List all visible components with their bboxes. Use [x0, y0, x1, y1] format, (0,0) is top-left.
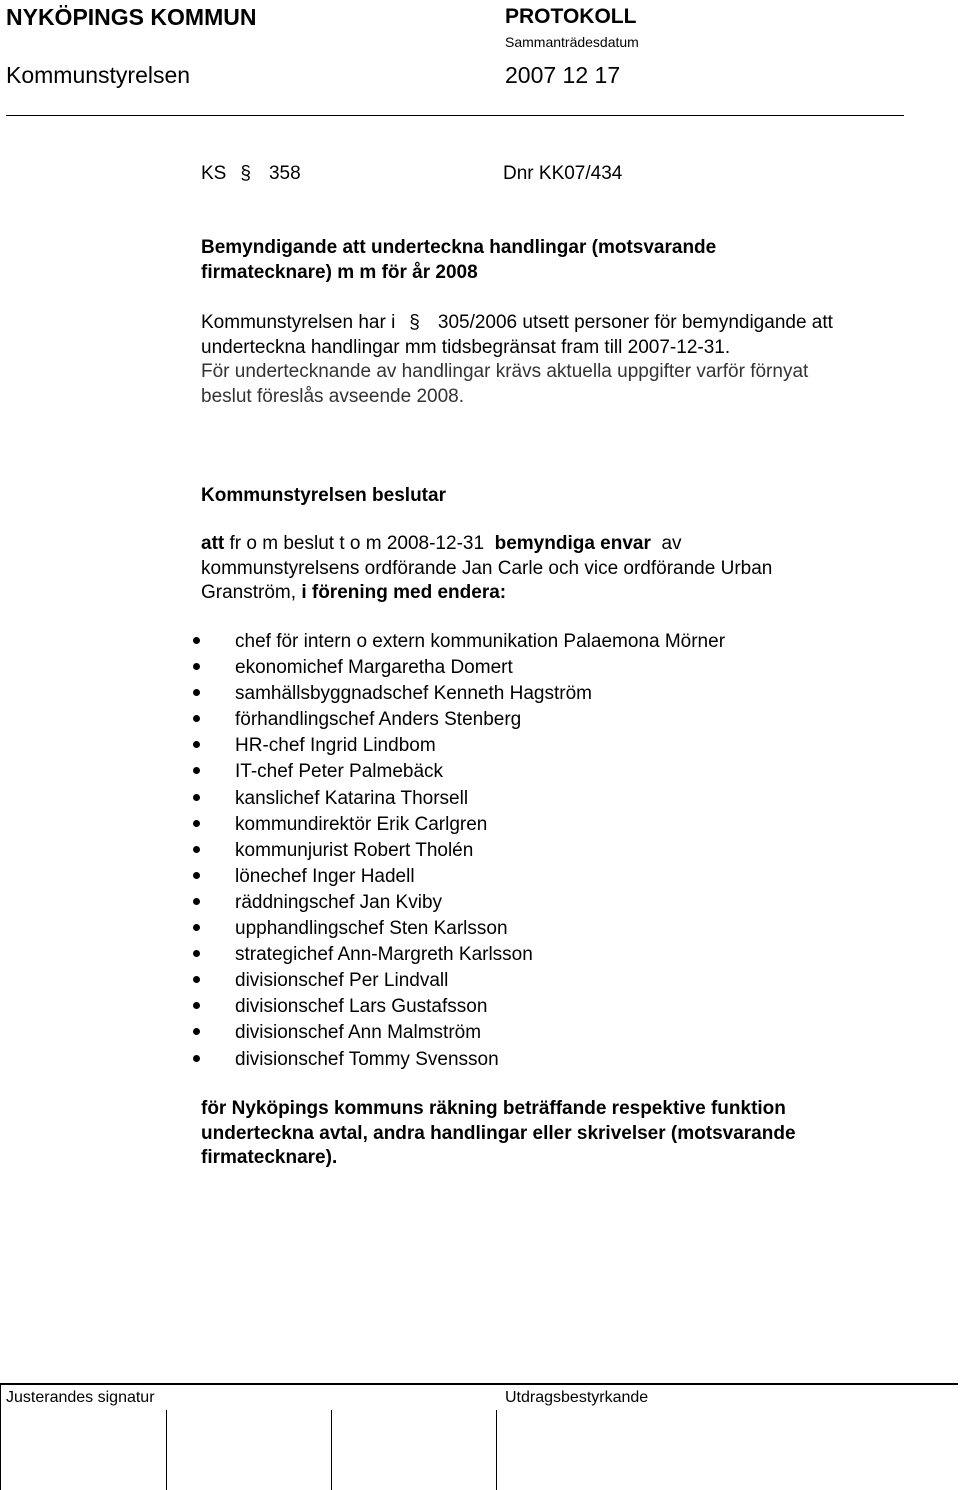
closing-paragraph: [201, 1097, 901, 1171]
header-rule: [6, 115, 904, 116]
bullet-icon: [193, 637, 200, 644]
intro-line: För undertecknande av handlingar krävs aktuella uppgifter varför förnyat: [201, 361, 809, 382]
list-item: förhandlingschef Anders Stenberg: [0, 708, 960, 734]
authorized-persons-list: [0, 630, 960, 1074]
list-item: lönechef Inger Hadell: [0, 865, 960, 891]
intro-paragraph: [201, 311, 901, 409]
certification-label: Utdragsbestyrkande: [505, 1389, 649, 1406]
document-title: [201, 236, 901, 285]
signature-box-line: [496, 1410, 497, 1490]
signature-box-line: [166, 1410, 167, 1490]
list-item: divisionschef Per Lindvall: [0, 969, 960, 995]
list-item: divisionschef Tommy Svensson: [0, 1048, 960, 1074]
bullet-icon: [193, 715, 200, 722]
bullet-icon: [193, 976, 200, 983]
bullet-icon: [193, 898, 200, 905]
section-symbol: §: [240, 163, 251, 184]
body-name: Kommunstyrelsen: [6, 62, 191, 88]
section-symbol: §: [409, 312, 420, 333]
list-item: divisionschef Lars Gustafsson: [0, 995, 960, 1021]
bullet-icon: [193, 872, 200, 879]
bullet-icon: [193, 689, 200, 696]
signature-box-line: [0, 1383, 1, 1490]
list-item: ekonomichef Margaretha Domert: [0, 656, 960, 682]
signature-box-line: [331, 1410, 332, 1490]
title-line: firmatecknare) m m för år 2008: [201, 261, 478, 283]
bullet-icon: [193, 1028, 200, 1035]
bullet-icon: [193, 1002, 200, 1009]
municipality-name: NYKÖPINGS KOMMUN: [6, 4, 257, 30]
bullet-icon: [193, 663, 200, 670]
list-item: IT-chef Peter Palmebäck: [0, 760, 960, 786]
signature-label: Justerandes signatur: [6, 1389, 155, 1406]
document-type: PROTOKOLL: [505, 5, 637, 28]
title-line: Bemyndigande att underteckna handlingar (motsvarande: [201, 237, 717, 258]
intro-line: underteckna handlingar mm tidsbegränsat fram till 2007-12-31.: [201, 336, 731, 358]
list-item: räddningschef Jan Kviby: [0, 891, 960, 917]
list-item: kanslichef Katarina Thorsell: [0, 787, 960, 813]
decision-heading: Kommunstyrelsen beslutar: [201, 485, 446, 506]
bullet-icon: [193, 950, 200, 957]
diary-number: Dnr KK07/434: [503, 163, 623, 184]
decision-line: Granström, i förening med endera:: [201, 582, 507, 603]
bullet-icon: [193, 820, 200, 827]
case-number: [201, 162, 301, 186]
bullet-icon: [193, 846, 200, 853]
decision-line: att fr o m beslut t o m 2008-12-31 bemyndiga envar av: [201, 533, 682, 554]
list-item: upphandlingschef Sten Karlsson: [0, 917, 960, 943]
meeting-date-label: Sammanträdesdatum: [505, 34, 639, 50]
decision-line: kommunstyrelsens ordförande Jan Carle och vice ordförande Urban: [201, 557, 773, 579]
list-item: divisionschef Ann Malmström: [0, 1021, 960, 1047]
intro-line: beslut föreslås avseende 2008.: [201, 385, 465, 407]
closing-line: firmatecknare).: [201, 1147, 338, 1168]
intro-line: Kommunstyrelsen har i § 305/2006 utsett personer för bemyndigande att: [201, 311, 901, 336]
ks-number: 358: [268, 163, 301, 184]
footer-rule: [0, 1383, 958, 1385]
list-item: kommunjurist Robert Tholén: [0, 839, 960, 865]
ks-prefix: KS: [201, 163, 227, 184]
list-item: HR-chef Ingrid Lindbom: [0, 734, 960, 760]
bullet-icon: [193, 1055, 200, 1062]
meeting-date: 2007 12 17: [505, 62, 621, 88]
closing-line: för Nyköpings kommuns räkning beträffande respektive funktion: [201, 1098, 786, 1119]
list-item: kommundirektör Erik Carlgren: [0, 813, 960, 839]
closing-line: underteckna avtal, andra handlingar eller skrivelser (motsvarande: [201, 1122, 796, 1144]
decision-paragraph: [201, 532, 901, 606]
list-item: chef för intern o extern kommunikation Palaemona Mörner: [0, 630, 960, 656]
bullet-icon: [193, 767, 200, 774]
bullet-icon: [193, 741, 200, 748]
bullet-icon: [193, 924, 200, 931]
bullet-icon: [193, 794, 200, 801]
list-item: samhällsbyggnadschef Kenneth Hagström: [0, 682, 960, 708]
list-item: strategichef Ann-Margreth Karlsson: [0, 943, 960, 969]
